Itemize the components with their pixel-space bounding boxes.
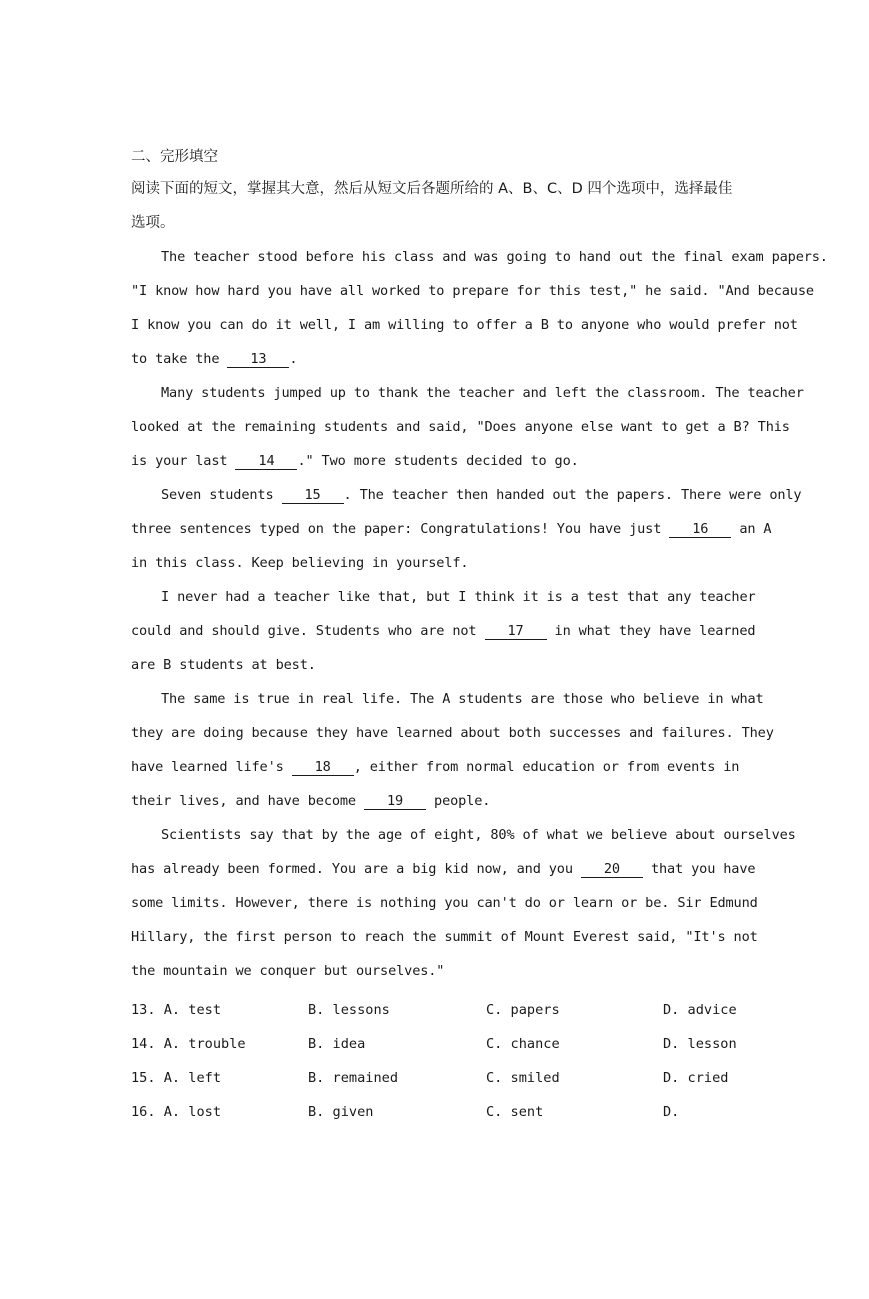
blank-15: 15: [282, 487, 344, 504]
blank-13: 13: [227, 351, 289, 368]
text-segment: .: [289, 351, 298, 367]
passage-line: [131, 750, 746, 784]
text-segment: to take the: [131, 351, 228, 367]
blank-18: 18: [292, 759, 354, 776]
text-segment: three sentences typed on the paper: Congratulations! You have just: [131, 521, 670, 537]
text-segment: that you have: [642, 861, 756, 877]
text-segment: in what they have learned: [546, 623, 756, 639]
passage-line: the mountain we conquer but ourselves.": [131, 963, 445, 979]
option-c: C. sent: [486, 1104, 544, 1120]
option-a: 16. A. lost: [131, 1104, 222, 1120]
passage-line: [131, 444, 746, 478]
passage-line: Hillary, the first person to reach the summit of Mount Everest said, "It's not: [131, 929, 758, 945]
option-row-13: [131, 993, 751, 1027]
option-row-15: [131, 1061, 751, 1095]
passage-line: Scientists say that by the age of eight, 80% of what we believe about ourselves: [161, 827, 796, 843]
passage-line: some limits. However, there is nothing you can't do or learn or be. Sir Edmund: [131, 895, 758, 911]
option-b: B. idea: [308, 1036, 366, 1052]
option-row-16: [131, 1095, 751, 1129]
text-segment: . The teacher then handed out the papers. There were only: [343, 487, 802, 503]
text-segment: , either from normal education or from events in: [353, 759, 740, 775]
text-segment: is your last: [131, 453, 236, 469]
option-row-14: [131, 1027, 751, 1061]
text-segment: their lives, and have become: [131, 793, 364, 809]
option-c: C. papers: [486, 1002, 560, 1018]
blank-20: 20: [581, 861, 643, 878]
blank-14: 14: [235, 453, 297, 470]
passage-line: [131, 342, 746, 376]
answer-options: [131, 993, 751, 1129]
passage-line: in this class. Keep believing in yourself.: [131, 555, 469, 571]
option-d: D. lesson: [663, 1036, 737, 1052]
passage-line: [131, 478, 802, 512]
passage-line: Many students jumped up to thank the teacher and left the classroom. The teacher: [161, 385, 804, 401]
passage-line: "I know how hard you have all worked to prepare for this test," he said. "And because: [131, 283, 814, 299]
option-a: 14. A. trouble: [131, 1036, 246, 1052]
passage-line: The same is true in real life. The A students are those who believe in what: [161, 691, 764, 707]
passage-line: [131, 784, 746, 818]
text-segment: an A: [731, 521, 772, 537]
passage-line: looked at the remaining students and said, "Does anyone else want to get a B? This: [131, 419, 790, 435]
passage: [131, 240, 828, 988]
option-d: D.: [663, 1104, 680, 1120]
text-segment: has already been formed. You are a big kid now, and you: [131, 861, 581, 877]
option-b: B. remained: [308, 1070, 399, 1086]
option-a: 13. A. test: [131, 1002, 222, 1018]
section-title: 二、完形填空: [131, 149, 218, 165]
option-b: B. given: [308, 1104, 374, 1120]
instructions: 阅读下面的短文，掌握其大意，然后从短文后各题所给的 A、B、C、D 四个选项中，选择最佳选项。: [131, 181, 733, 231]
text-segment: have learned life's: [131, 759, 292, 775]
text-segment: people.: [426, 793, 491, 809]
option-d: D. advice: [663, 1002, 737, 1018]
text-segment: Seven students: [161, 487, 282, 503]
passage-line: they are doing because they have learned about both successes and failures. They: [131, 725, 774, 741]
passage-line: [131, 512, 772, 546]
passage-line: I know you can do it well, I am willing to offer a B to anyone who would prefer not: [131, 317, 798, 333]
text-segment: ." Two more students decided to go.: [297, 453, 579, 469]
option-b: B. lessons: [308, 1002, 390, 1018]
passage-line: The teacher stood before his class and was going to hand out the final exam papers.: [161, 249, 828, 265]
option-c: C. smiled: [486, 1070, 560, 1086]
option-d: D. cried: [663, 1070, 729, 1086]
passage-line: are B students at best.: [131, 657, 316, 673]
blank-19: 19: [364, 793, 426, 810]
text-segment: could and should give. Students who are not: [131, 623, 485, 639]
option-c: C. chance: [486, 1036, 560, 1052]
passage-line: [131, 852, 756, 886]
passage-line: I never had a teacher like that, but I think it is a test that any teacher: [161, 589, 756, 605]
option-a: 15. A. left: [131, 1070, 222, 1086]
passage-line: [131, 614, 756, 648]
blank-17: 17: [485, 623, 547, 640]
blank-16: 16: [669, 521, 731, 538]
